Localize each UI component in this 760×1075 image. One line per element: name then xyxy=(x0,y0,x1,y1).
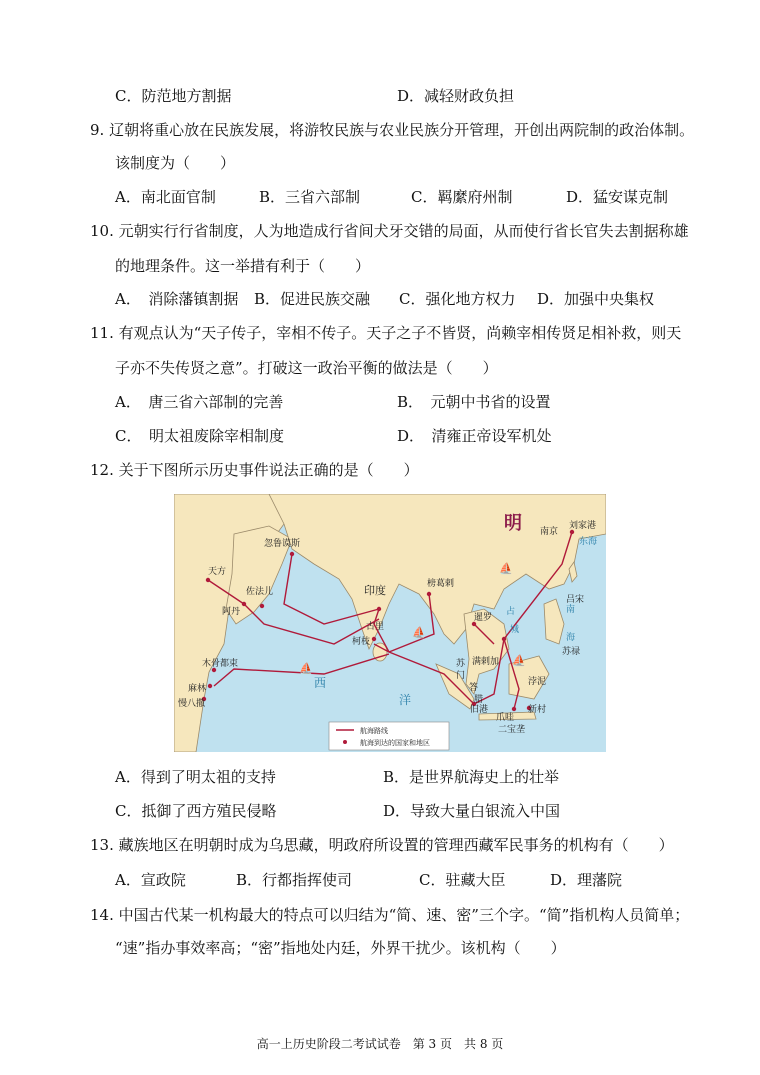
place-dot xyxy=(377,607,381,611)
q12-option-b: B．是世界航海史上的壮举 xyxy=(383,768,560,786)
q9-option-c: C．羁縻府州制 xyxy=(411,188,513,206)
place-dot xyxy=(427,592,431,596)
q8-option-d: D．减轻财政负担 xyxy=(397,87,515,105)
map-label-bengal: 榜葛剌 xyxy=(427,578,455,588)
ship-icon: ⛵ xyxy=(299,662,313,675)
place-dot xyxy=(260,604,264,608)
place-dot xyxy=(570,530,574,534)
map-label-luzon: 吕宋 xyxy=(566,594,585,604)
map-label-india: 印度 xyxy=(364,585,386,597)
ship-icon: ⛵ xyxy=(499,562,513,575)
map-label-liujiagang: 刘家港 xyxy=(569,520,597,530)
map-label-calicut: 古里 xyxy=(366,621,385,631)
q11-option-d: D． 清雍正帝设军机处 xyxy=(397,427,552,445)
map-label-sumatra-1: 苏 xyxy=(456,658,466,668)
q10-option-a: A． 消除藩镇割据 xyxy=(115,290,239,308)
map-label-east-sea: 东海 xyxy=(579,536,598,546)
place-dot xyxy=(206,578,210,582)
map-label-nanjing: 南京 xyxy=(540,526,559,536)
map-label-palembang: 旧港 xyxy=(470,704,489,714)
place-dot xyxy=(212,668,216,672)
map-label-malin: 麻林 xyxy=(188,683,207,693)
q13-option-c: C．驻藏大臣 xyxy=(419,871,506,889)
legend-route-label: 航海路线 xyxy=(360,728,388,735)
map-label-west: 西 xyxy=(314,676,327,690)
page-footer: 高一上历史阶段二考试试卷 第 3 页 共 8 页 xyxy=(256,1037,504,1051)
q10-option-c: C．强化地方权力 xyxy=(399,290,516,308)
q11-option-c: C． 明太祖废除宰相制度 xyxy=(115,427,284,445)
map-label-south-sea-1: 南 xyxy=(566,604,576,614)
map-label-sumatra-2: 门 xyxy=(456,670,466,680)
q8-option-c: C．防范地方割据 xyxy=(115,87,232,105)
map-label-hormuz: 忽鲁谟斯 xyxy=(264,538,301,548)
q10-stem-line2: 的地理条件。这一举措有利于（ ） xyxy=(115,257,371,275)
q11-option-b: B． 元朝中书省的设置 xyxy=(397,393,551,411)
map-label-champa-2: 城 xyxy=(510,624,520,634)
map-label-siam: 暹罗 xyxy=(474,612,493,622)
map-label-champa-1: 占 xyxy=(506,606,516,616)
q9-stem-line1: 9. 辽朝将重心放在民族发展，将游牧民族与农业民族分开管理，开创出两院制的政治体制。 xyxy=(90,121,695,139)
map-label-java: 爪哇 xyxy=(496,712,515,722)
place-dot xyxy=(502,637,506,641)
map-label-xincun: 新村 xyxy=(528,704,547,714)
map-label-sumatra-3: 答 xyxy=(469,682,479,692)
q14-stem-line1: 14. 中国古代某一机构最大的特点可以归结为“简、速、密”三个字。“简”指机构人员简单； xyxy=(90,906,690,924)
q11-stem-line2: 子亦不失传贤之意”。打破这一政治平衡的做法是（ ） xyxy=(115,359,498,377)
map-label-malacca: 满剌加 xyxy=(472,656,500,666)
map-label-zufar: 佐法儿 xyxy=(246,586,274,596)
place-dot xyxy=(512,707,516,711)
place-dot xyxy=(290,552,294,556)
map-label-cochin: 柯枝 xyxy=(352,636,371,646)
map-label-south-sea-2: 海 xyxy=(566,632,576,642)
map-label-ocean: 洋 xyxy=(399,693,412,707)
q13-option-b: B．行都指挥使司 xyxy=(236,871,353,889)
q10-option-b: B．促进民族交融 xyxy=(254,290,371,308)
ship-icon: ⛵ xyxy=(412,626,426,639)
map-label-aden: 阿丹 xyxy=(222,606,241,616)
q12-option-c: C．抵御了西方殖民侵略 xyxy=(115,802,277,820)
q10-option-d: D．加强中央集权 xyxy=(537,290,655,308)
legend-places-label: 航海到达的国家和地区 xyxy=(360,740,430,747)
zheng-he-voyage-map xyxy=(174,494,606,752)
q12-option-d: D．导致大量白银流入中国 xyxy=(383,802,561,820)
q13-option-a: A．宣政院 xyxy=(115,871,186,889)
q12-option-a: A．得到了明太祖的支持 xyxy=(115,768,276,786)
place-dot xyxy=(472,622,476,626)
map-legend xyxy=(329,722,449,750)
q14-stem-line2: “速”指办事效率高；“密”指地处内廷，外界干扰少。该机构（ ） xyxy=(115,939,566,957)
map-label-sulu: 苏禄 xyxy=(562,646,581,656)
ship-icon: ⛵ xyxy=(512,654,526,667)
q11-option-a: A． 唐三省六部制的完善 xyxy=(115,393,284,411)
q9-option-b: B．三省六部制 xyxy=(259,188,361,206)
map-label-borneo: 浡泥 xyxy=(528,676,547,686)
q9-option-d: D．猛安谋克制 xyxy=(566,188,669,206)
q10-stem-line1: 10. 元朝实行行省制度，人为地造成行省间犬牙交错的局面，从而使行省长官失去割据称雄 xyxy=(90,222,689,240)
q9-stem-line2: 该制度为（ ） xyxy=(115,154,236,172)
place-dot xyxy=(372,637,376,641)
place-dot xyxy=(208,684,212,688)
map-label-ming: 明 xyxy=(504,513,522,533)
q9-option-a: A．南北面官制 xyxy=(115,188,216,206)
q11-stem-line1: 11. 有观点认为“天子传子，宰相不传子。天子之子不皆贤，尚赖宰相传贤足相补救，则天 xyxy=(90,324,682,342)
map-label-semarang: 二宝垄 xyxy=(498,724,526,734)
place-dot xyxy=(242,602,246,606)
q13-option-d: D．理藩院 xyxy=(550,871,623,889)
map-label-mogadishu: 木骨都束 xyxy=(202,658,239,668)
q12-stem: 12. 关于下图所示历史事件说法正确的是（ ） xyxy=(90,461,419,479)
q13-stem: 13. 藏族地区在明朝时成为乌思藏，明政府所设置的管理西藏军民事务的机构有（ ） xyxy=(90,836,674,854)
map-label-sumatra-4: 腊 xyxy=(474,694,484,704)
map-label-mombasa: 慢八撒 xyxy=(178,698,206,708)
legend-place-dot xyxy=(343,740,347,744)
map-label-mecca: 天方 xyxy=(208,566,227,576)
